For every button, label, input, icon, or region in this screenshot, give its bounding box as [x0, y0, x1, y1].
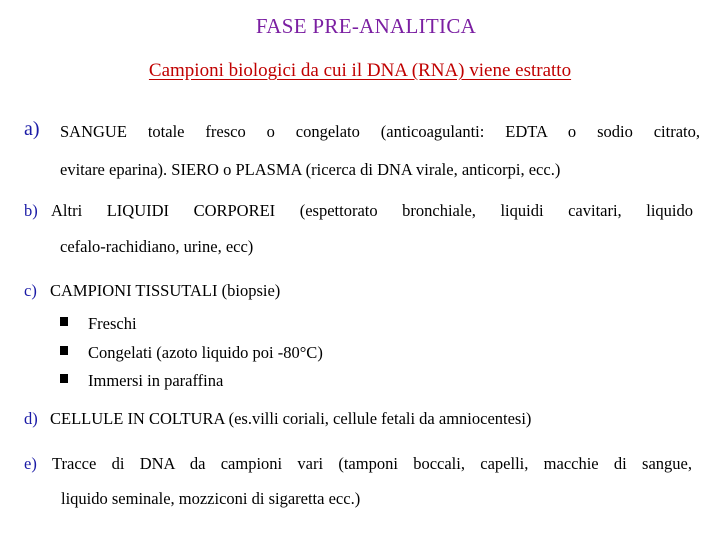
list-item-text: CELLULE IN COLTURA (es.villi coriali, cellule fetali da amniocentesi): [50, 409, 532, 428]
list-marker: d): [24, 409, 38, 428]
list-item-text-continued: liquido seminale, mozziconi di sigaretta ecc.): [61, 489, 361, 508]
list-item-text: SANGUE totale fresco o congelato (anticoagulanti: EDTA o sodio citrato,: [60, 122, 700, 141]
sub-list-item-text: Congelati (azoto liquido poi -80°C): [88, 343, 323, 362]
square-bullet-icon: [60, 346, 68, 355]
square-bullet-icon: [60, 317, 68, 326]
list-marker: c): [24, 281, 37, 300]
list-item-text: Tracce di DNA da campioni vari (tamponi boccali, capelli, macchie di sangue,: [52, 454, 692, 473]
list-item-text-continued: cefalo-rachidiano, urine, ecc): [60, 237, 254, 256]
list-item-text: Altri LIQUIDI CORPOREI (espettorato bronchiale, liquidi cavitari, liquido: [51, 201, 693, 220]
sub-list-item-text: Freschi: [88, 314, 137, 333]
slide-subtitle: Campioni biologici da cui il DNA (RNA) viene estratto: [148, 60, 572, 81]
list-marker: e): [24, 454, 37, 473]
square-bullet-icon: [60, 374, 68, 383]
slide-title: FASE PRE-ANALITICA: [255, 14, 477, 38]
sub-list-item-text: Immersi in paraffina: [88, 371, 224, 390]
list-item-text: CAMPIONI TISSUTALI (biopsie): [50, 281, 281, 300]
list-marker: b): [24, 201, 38, 220]
list-item-text-continued: evitare eparina). SIERO o PLASMA (ricerca di DNA virale, anticorpi, ecc.): [60, 160, 561, 179]
list-marker: a): [24, 118, 40, 140]
